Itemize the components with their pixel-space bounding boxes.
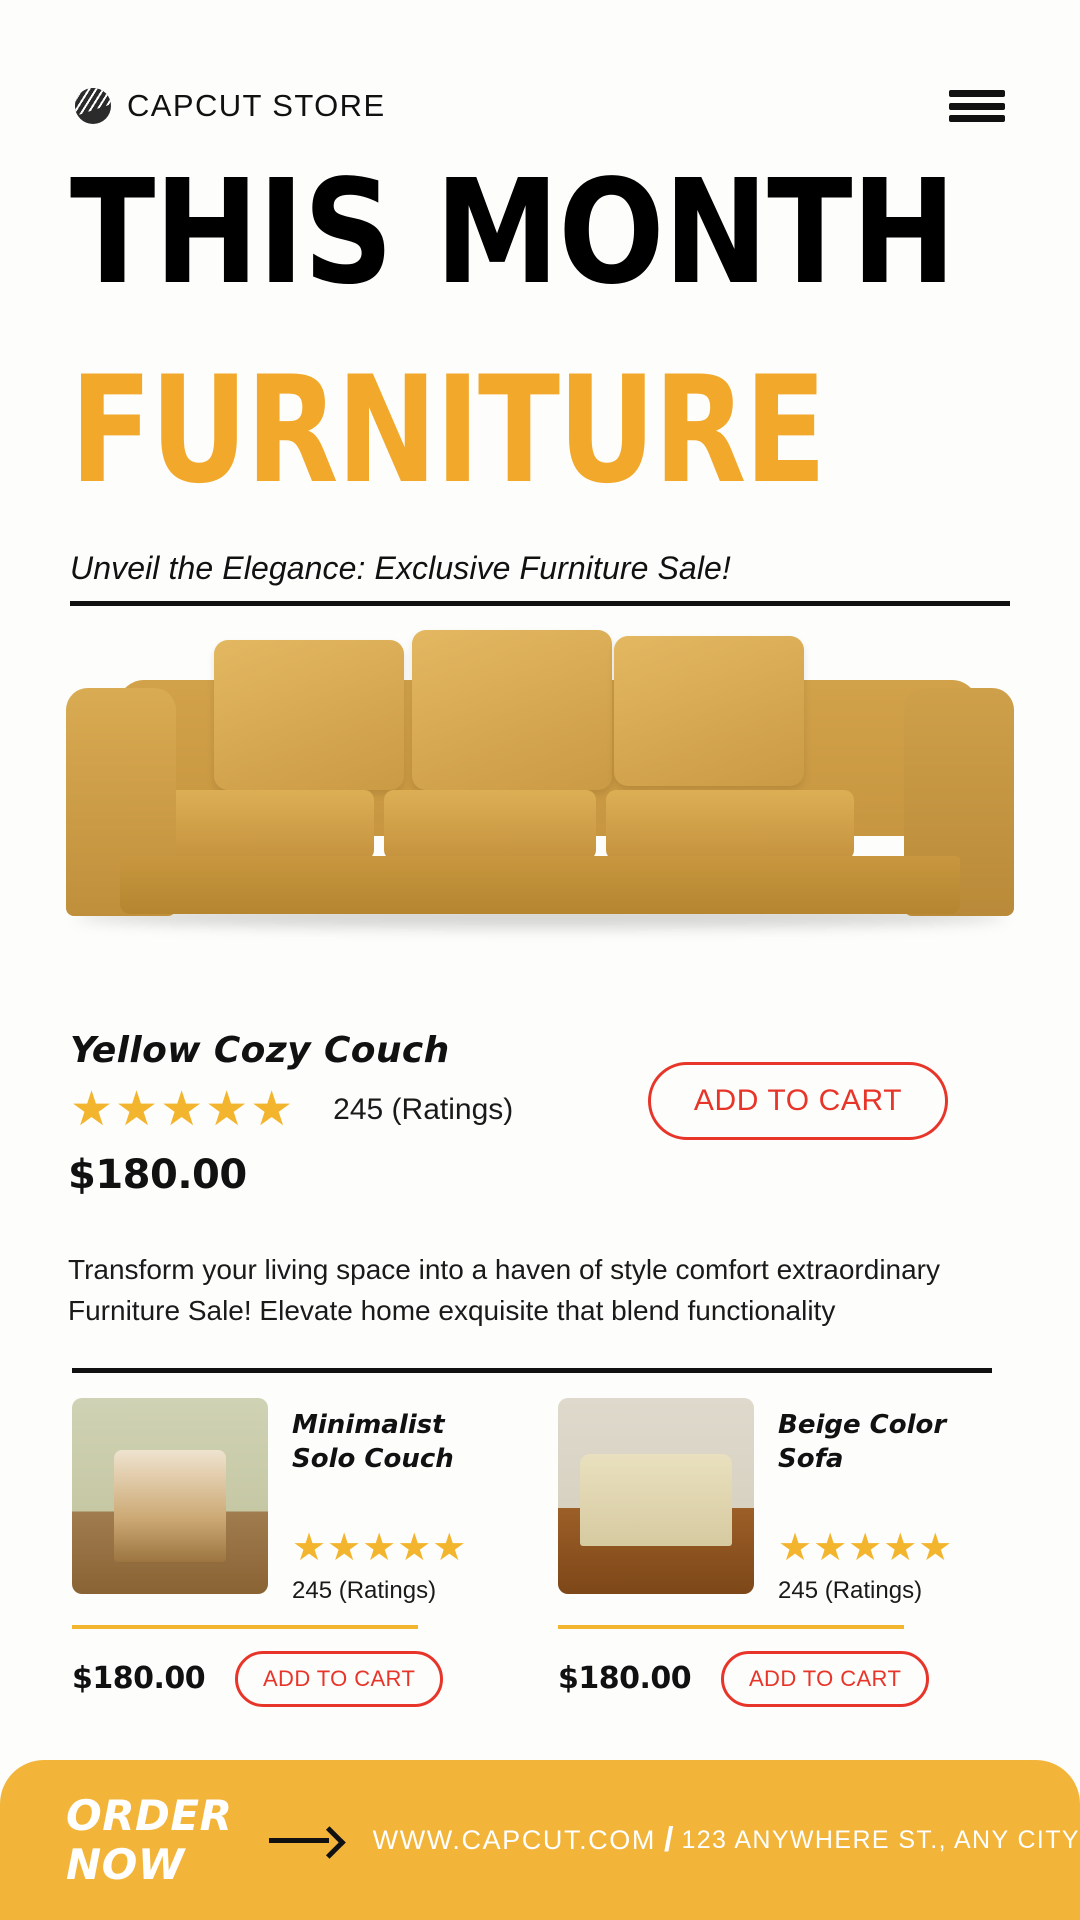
add-to-cart-button-featured[interactable]: ADD TO CART xyxy=(648,1062,948,1140)
sofa-cushion-left xyxy=(214,640,404,790)
headline-secondary: FURNITURE xyxy=(70,343,825,516)
product-2-bottom xyxy=(558,1651,1000,1707)
featured-rating-count: 245 (Ratings) xyxy=(333,1093,514,1126)
product-1-divider xyxy=(72,1625,418,1629)
circle-logo-icon xyxy=(75,88,111,124)
featured-product-name: Yellow Cozy Couch xyxy=(70,1030,450,1071)
product-1-rating-count: 245 (Ratings) xyxy=(292,1576,437,1604)
hero-tagline: Unveil the Elegance: Exclusive Furniture Sale! xyxy=(70,550,731,586)
product-1-name: Minimalist Solo Couch xyxy=(292,1410,454,1475)
menu-bar-2 xyxy=(949,103,1005,110)
sofa-seat-center xyxy=(384,790,596,860)
featured-product-image xyxy=(66,612,1014,934)
brand-name: CAPCUT STORE xyxy=(127,88,386,123)
menu-bar-1 xyxy=(949,90,1005,97)
sofa-seat-right xyxy=(606,790,854,860)
product-1-star-rating-icon: ★★★★★ xyxy=(292,1526,468,1569)
product-2-name: Beige Color Sofa xyxy=(778,1410,947,1475)
footer-contact xyxy=(373,1821,1080,1860)
featured-rating xyxy=(70,1083,514,1136)
product-1-thumbnail[interactable] xyxy=(72,1398,268,1594)
menu-bar-3 xyxy=(949,115,1005,122)
featured-price: $180.00 xyxy=(68,1152,247,1198)
order-now-label[interactable]: ORDER NOW xyxy=(66,1791,233,1889)
site-header xyxy=(75,78,1005,134)
sofa-cushion-right xyxy=(614,636,804,786)
product-2-divider xyxy=(558,1625,904,1629)
sofa-illustration xyxy=(66,612,1014,934)
hero-title-block xyxy=(70,147,1010,606)
product-card-2-top xyxy=(558,1398,1000,1605)
footer-website[interactable]: WWW.CAPCUT.COM xyxy=(372,1824,656,1855)
product-2-rating-count: 245 (Ratings) xyxy=(778,1576,923,1604)
footer-separator: / xyxy=(663,1820,674,1859)
sofa-seat-left xyxy=(162,790,374,860)
divider-top xyxy=(70,601,1010,606)
divider-middle xyxy=(72,1368,992,1373)
headline-primary: THIS MONTH xyxy=(70,147,956,317)
sofa-cushion-center xyxy=(412,630,612,790)
product-1-info xyxy=(292,1398,502,1605)
product-2-star-rating-icon: ★★★★★ xyxy=(778,1526,954,1569)
hamburger-menu-icon[interactable] xyxy=(949,86,1005,126)
right-arrow-icon xyxy=(269,1828,347,1852)
product-2-thumbnail[interactable] xyxy=(558,1398,754,1594)
product-1-bottom xyxy=(72,1651,514,1707)
add-to-cart-button-product-2[interactable]: ADD TO CART xyxy=(721,1651,929,1707)
brand[interactable] xyxy=(75,88,386,124)
footer-bar xyxy=(0,1760,1080,1920)
product-2-info xyxy=(778,1398,988,1605)
featured-description: Transform your living space into a haven of style comfort extraordinary Furniture Sale! Elevate home exquisite that blend functionality xyxy=(68,1254,941,1326)
product-card-1-top xyxy=(72,1398,514,1605)
sofa-base xyxy=(120,856,960,914)
product-grid xyxy=(72,1398,1000,1707)
product-1-price: $180.00 xyxy=(72,1661,206,1697)
add-to-cart-button-product-1[interactable]: ADD TO CART xyxy=(235,1651,443,1707)
product-2-price: $180.00 xyxy=(558,1661,692,1697)
star-rating-icon: ★★★★★ xyxy=(70,1083,296,1136)
product-card-2[interactable] xyxy=(558,1398,1000,1707)
product-card-1[interactable] xyxy=(72,1398,514,1707)
footer-address: 123 ANYWHERE ST., ANY CITY xyxy=(681,1825,1080,1854)
